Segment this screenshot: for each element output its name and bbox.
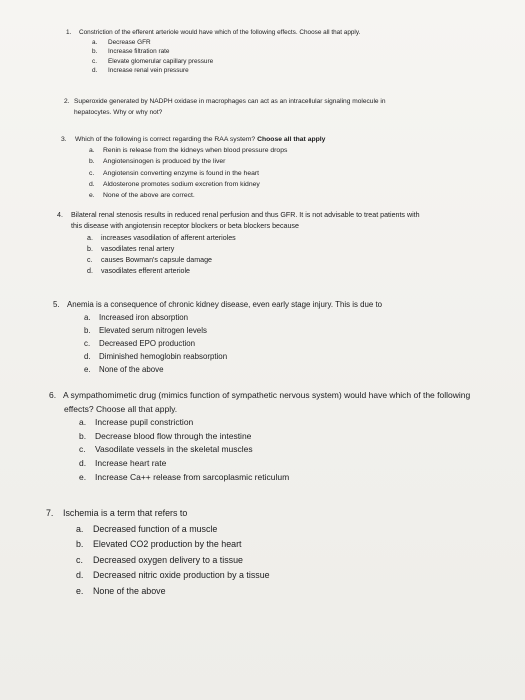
answer-option: a. Increase pupil constriction — [79, 417, 194, 428]
answer-option: d. Diminished hemoglobin reabsorption — [84, 352, 228, 361]
question-number: 2. — [64, 98, 70, 105]
question-text: Ischemia is a term that refers to — [63, 508, 188, 518]
question-7 — [46, 506, 270, 600]
question-text: Anemia is a consequence of chronic kidney disease, even early stage injury. This is due to — [67, 300, 383, 309]
answer-option: c. Decreased EPO production — [84, 339, 196, 348]
answer-option: d. Aldosterone promotes sodium excretion from kidney — [89, 180, 260, 188]
question-instruction: Choose all that apply — [257, 136, 326, 143]
answer-option: a. Decrease GFR — [92, 38, 151, 46]
answer-option: b. Angiotensinogen is produced by the liver — [89, 158, 226, 166]
question-4 — [57, 210, 420, 278]
answer-option: a. increases vasodilation of afferent arterioles — [87, 233, 236, 242]
answer-option: b. Elevated serum nitrogen levels — [84, 326, 207, 335]
question-text: A sympathomimetic drug (mimics function of sympathetic nervous system) would have which of the following — [63, 390, 471, 400]
answer-option: c. causes Bowman's capsule damage — [87, 256, 212, 265]
answer-option: e. None of the above are correct. — [89, 192, 195, 200]
answer-option: d. Increase renal vein pressure — [92, 67, 189, 75]
answer-option: d. vasodilates efferent arteriole — [87, 267, 190, 276]
answer-option: c. Angiotensin converting enzyme is found in the heart — [89, 169, 260, 177]
answer-option: b. vasodilates renal artery — [87, 244, 175, 253]
question-text: Superoxide generated by NADPH oxidase in macrophages can act as an intracellular signaling molecule in — [74, 98, 386, 105]
answer-option: e. Increase Ca++ release from sarcoplasmic reticulum — [79, 471, 290, 482]
answer-option: e. None of the above — [76, 585, 166, 596]
question-text: Constriction of the efferent arteriole would have which of the following effects. Choose all that apply. — [79, 29, 361, 36]
answer-option: c. Decreased oxygen delivery to a tissue — [76, 554, 243, 565]
answer-option: b. Elevated CO2 production by the heart — [76, 539, 242, 550]
question-text-continued: hepatocytes. Why or why not? — [74, 108, 163, 116]
question-number: 3. — [61, 136, 67, 143]
question-text: Which of the following is correct regarding the RAA system? — [75, 136, 256, 143]
answer-option: b. Decrease blood flow through the intestine — [79, 430, 252, 441]
question-5 — [53, 298, 382, 376]
question-6 — [49, 389, 470, 484]
question-text-continued: effects? Choose all that apply. — [64, 403, 178, 414]
answer-option: a. Renin is release from the kidneys when blood pressure drops — [89, 147, 288, 155]
question-1 — [66, 28, 360, 76]
question-number: 1. — [66, 29, 72, 36]
question-text-continued: this disease with angiotensin receptor blockers or beta blockers because — [71, 222, 299, 231]
answer-option: a. Increased iron absorption — [84, 313, 189, 322]
question-3 — [61, 134, 325, 201]
question-number: 7. — [46, 508, 54, 518]
answer-option: c. Elevate glomerular capillary pressure — [92, 57, 214, 65]
question-number: 6. — [49, 390, 57, 400]
question-2 — [64, 97, 386, 118]
answer-option: a. Decreased function of a muscle — [76, 523, 218, 534]
answer-option: d. Decreased nitric oxide production by a tissue — [76, 570, 270, 581]
question-number: 4. — [57, 211, 63, 219]
question-text: Bilateral renal stenosis results in reduced renal perfusion and thus GFR. It is not advisable to treat patients with — [71, 211, 420, 219]
answer-option: d. Increase heart rate — [79, 457, 167, 468]
answer-option: c. Vasodilate vessels in the skeletal muscles — [79, 444, 253, 455]
answer-option: b. Increase filtration rate — [92, 48, 170, 56]
answer-option: e. None of the above — [84, 365, 164, 374]
question-number: 5. — [53, 300, 60, 309]
